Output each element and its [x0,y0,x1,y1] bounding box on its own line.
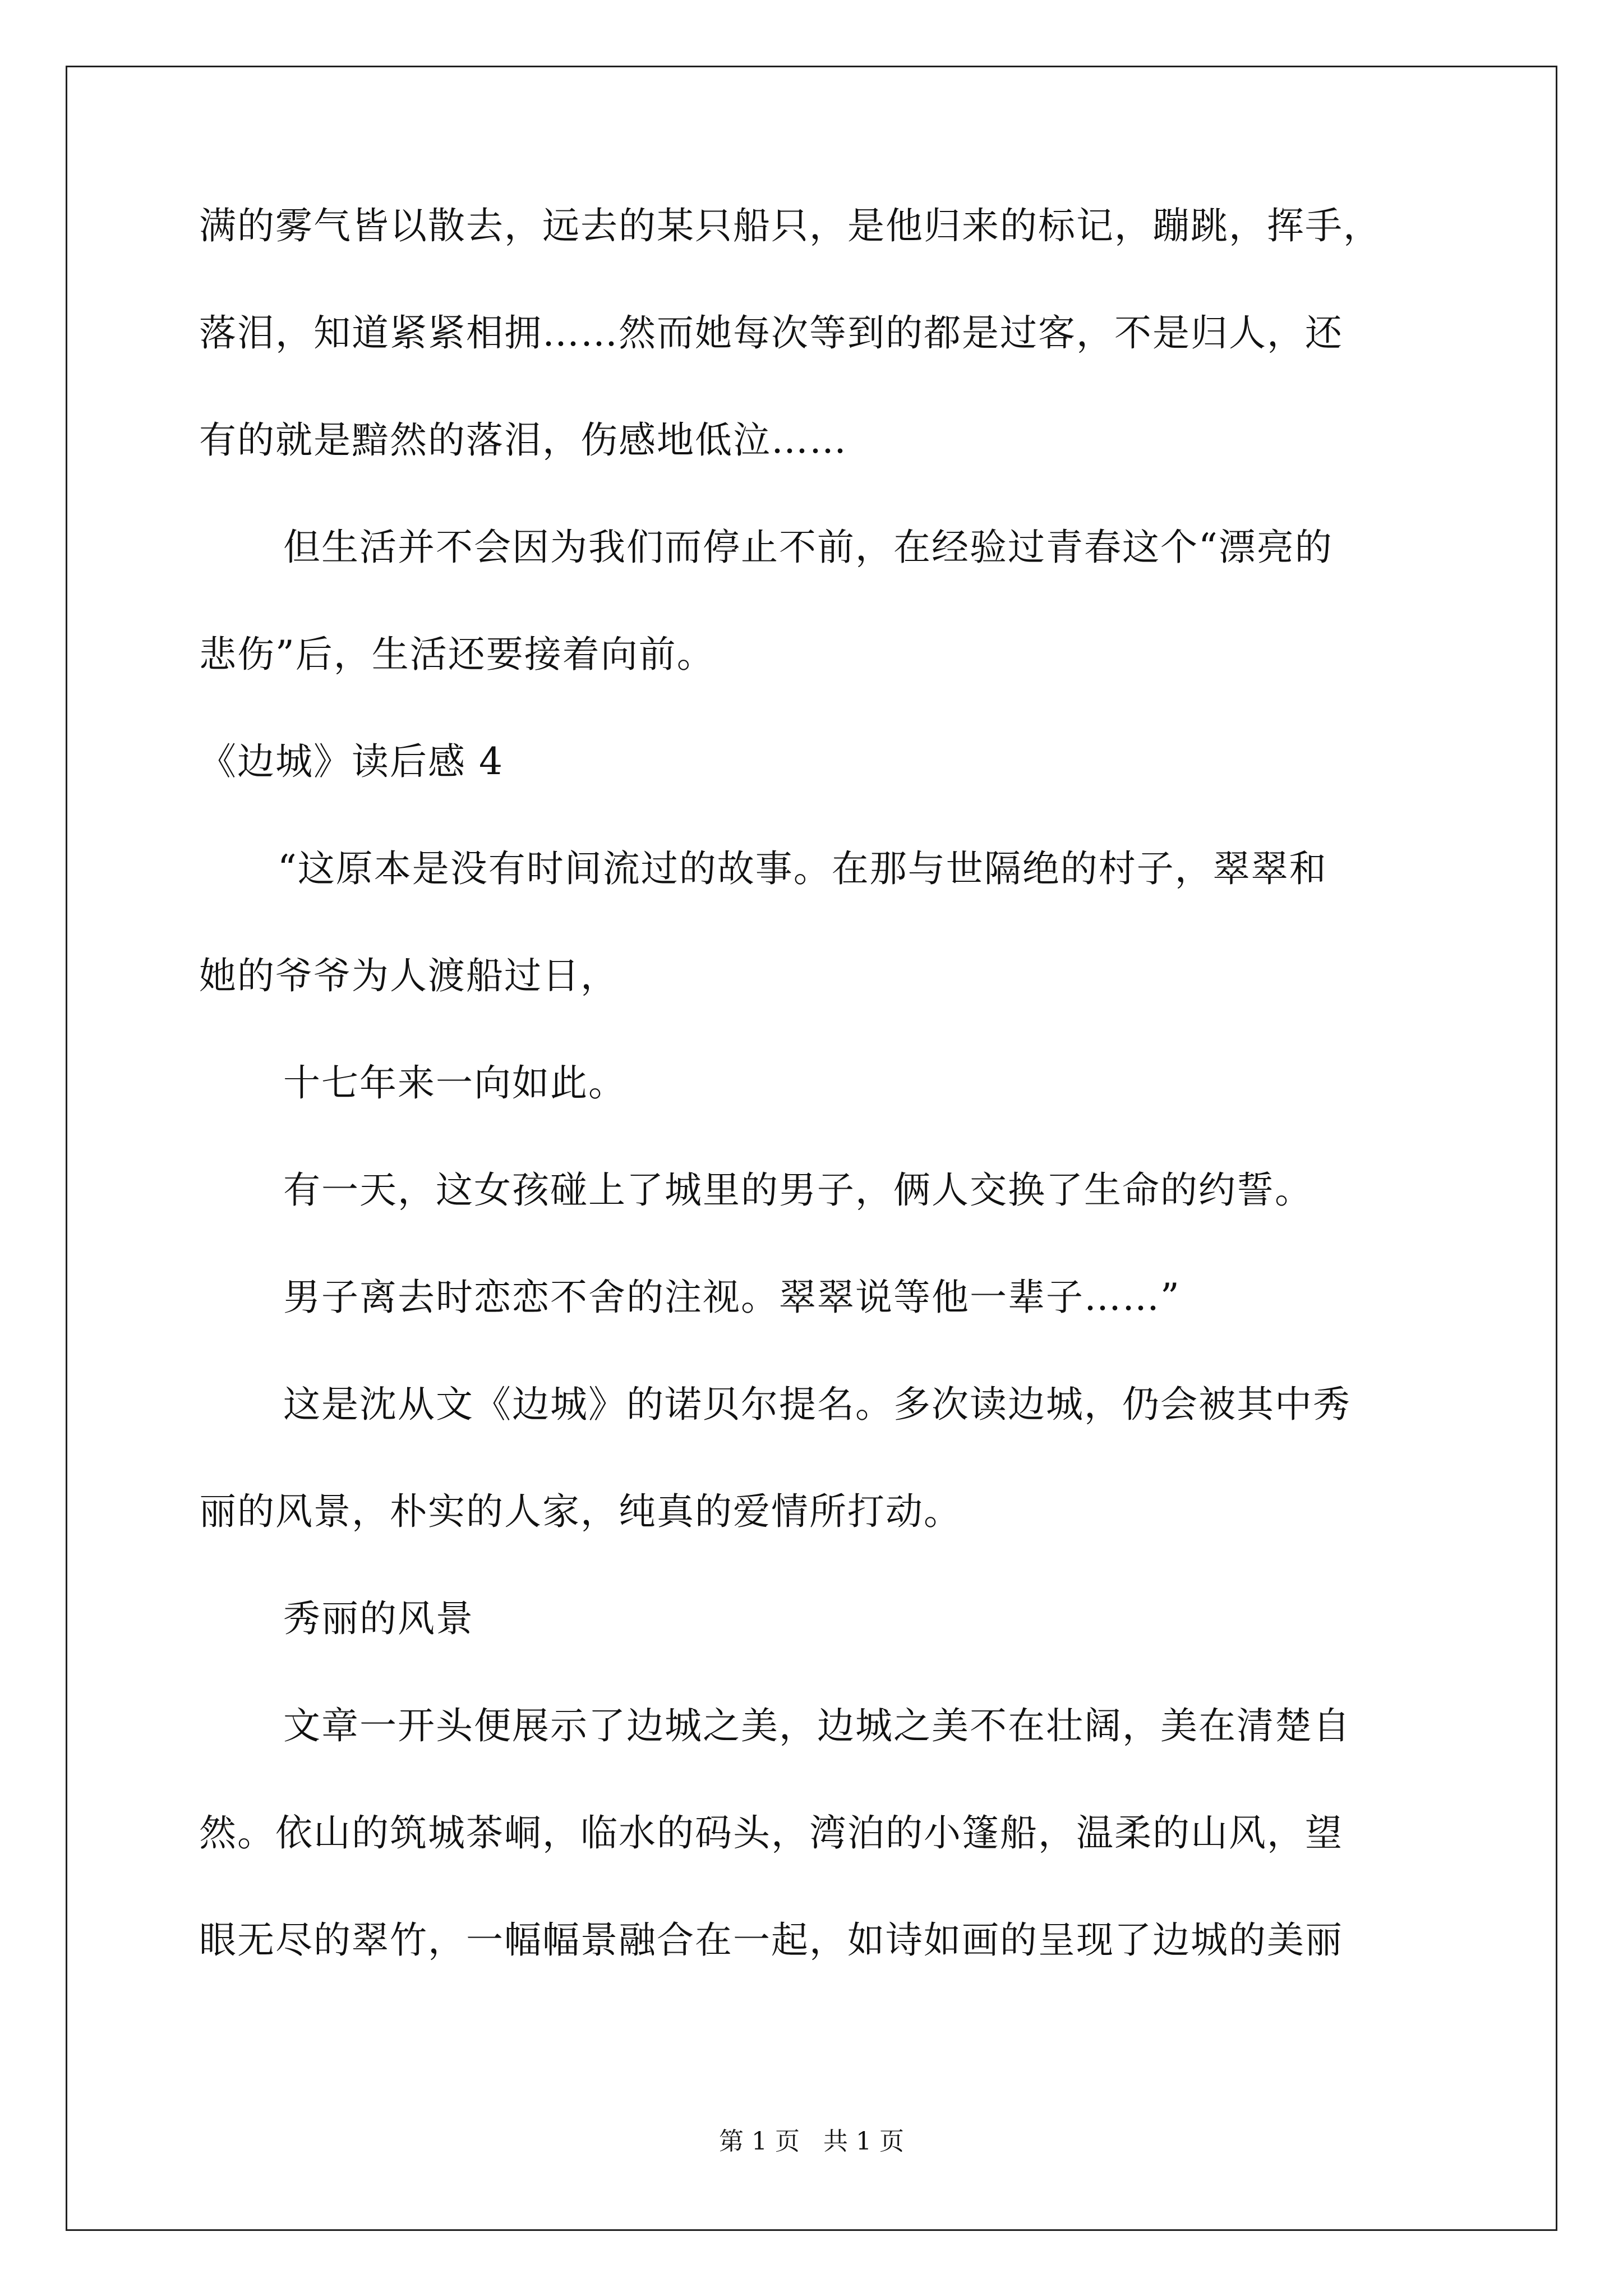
text-line: 丽的风景，朴实的人家，纯真的爱情所打动。 [199,1490,962,1533]
section-heading: 《边城》读后感 4 [199,740,504,783]
text-line: 文章一开头便展示了边城之美，边城之美不在壮阔，美在清楚自 [283,1704,1351,1747]
text-line: 男子离去时恋恋不舍的注视。翠翠说等他一辈子……” [283,1276,1181,1319]
text-line: 她的爷爷为人渡船过日， [199,954,619,997]
page-footer: 第 1 页 共 1 页 [719,2127,904,2156]
subheading: 秀丽的风景 [283,1597,474,1640]
text-line: “这原本是没有时间流过的故事。在那与世隔绝的村子，翠翠和 [278,847,1327,890]
text-line: 落泪，知道紧紧相拥……然而她每次等到的都是过客，不是归人，还 [199,311,1343,355]
text-line: 这是沈从文《边城》的诺贝尔提名。多次读边城，仍会被其中秀 [283,1383,1351,1426]
text-line: 有一天，这女孩碰上了城里的男子，俩人交换了生命的约誓。 [283,1168,1313,1212]
text-line: 满的雾气皆以散去，远去的某只船只，是他归来的标记，蹦跳，挥手， [199,204,1381,247]
text-line: 眼无尽的翠竹，一幅幅景融合在一起，如诗如画的呈现了边城的美丽 [199,1918,1343,1962]
text-line: 十七年来一向如此。 [283,1061,626,1105]
text-line: 但生活并不会因为我们而停止不前，在经验过青春这个“漂亮的 [283,526,1333,569]
text-line: 悲伤”后，生活还要接着向前。 [199,633,715,676]
text-line: 有的就是黯然的落泪，伤感地低泣…… [199,418,847,462]
page-border [66,66,1557,2231]
text-line: 然。依山的筑城茶峒，临水的码头，湾泊的小篷船，温柔的山风，望 [199,1811,1343,1855]
